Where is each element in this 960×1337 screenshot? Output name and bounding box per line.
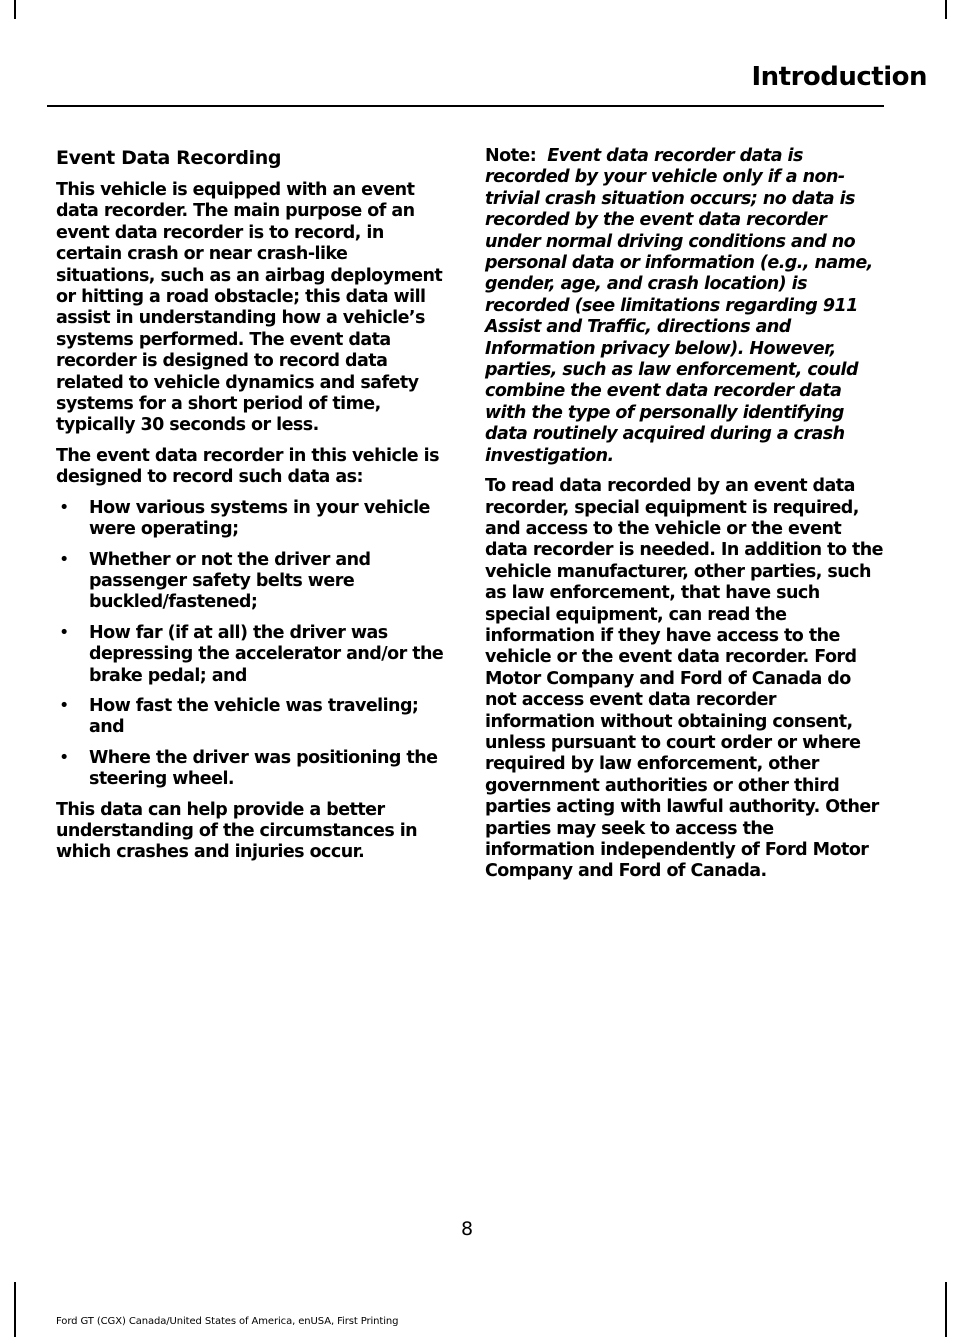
edition-footer: Ford GT (CGX) Canada/United States of America, enUSA, First Printing bbox=[56, 1316, 399, 1327]
left-column bbox=[56, 146, 450, 864]
list-item-text: Where the driver was positioning the steering wheel. bbox=[89, 747, 438, 790]
note-text: Event data recorder data is recorded by your vehicle only if a non-trivial crash situation occurs; no data is recorded by the event data recorder under normal driving conditions and no personal data or information (e.g., name, gender, age, and crash location) is recorded (see limitations regarding 911 Assist and Traffic, directions and Information privacy below). However, parties, such as law enforcement, could combine the event data recorder data with the type of personally identifying data routinely acquired during a crash investigation. bbox=[485, 146, 873, 466]
list-item bbox=[56, 550, 450, 614]
list-item bbox=[56, 498, 450, 541]
crop-mark-bottom-left bbox=[14, 1282, 16, 1337]
note-label: Note: bbox=[485, 146, 537, 166]
list-item bbox=[56, 696, 450, 739]
right-column bbox=[485, 146, 883, 883]
bullet-icon: • bbox=[59, 622, 69, 643]
list-item bbox=[56, 748, 450, 791]
bullet-icon: • bbox=[59, 497, 69, 518]
list-item-text: How fast the vehicle was traveling; and bbox=[89, 695, 419, 738]
list-item-text: How various systems in your vehicle were operating; bbox=[89, 497, 430, 540]
closing-paragraph: This data can help provide a better understanding of the circumstances in which crashes and injuries occur. bbox=[56, 799, 418, 863]
recorded-data-list bbox=[56, 498, 450, 791]
intro-paragraph: This vehicle is equipped with an event data recorder. The main purpose of an event data recorder is to record, in certain crash or near crash-like situations, such as an airbag deployment or hitting a road obstacle; this data will assist in understanding how a vehicle’s systems performed. The event data recorder is designed to record data related to vehicle dynamics and safety systems for a short period of time, typically 30 seconds or less. bbox=[56, 180, 443, 436]
crop-mark-top-left bbox=[14, 0, 16, 19]
bullet-icon: • bbox=[59, 695, 69, 716]
header-divider bbox=[47, 105, 884, 107]
bullet-icon: • bbox=[59, 549, 69, 570]
list-item-text: How far (if at all) the driver was depressing the accelerator and/or the brake pedal; and bbox=[89, 622, 444, 686]
list-item-text: Whether or not the driver and passenger safety belts were buckled/fastened; bbox=[89, 549, 371, 613]
note-paragraph bbox=[485, 146, 883, 467]
bullet-icon: • bbox=[59, 747, 69, 768]
lead-in-paragraph: The event data recorder in this vehicle is designed to record such data as: bbox=[56, 445, 439, 488]
page-number: 8 bbox=[460, 1218, 474, 1240]
section-heading: Event Data Recording bbox=[56, 147, 282, 169]
crop-mark-bottom-right bbox=[945, 1282, 947, 1337]
crop-mark-top-right bbox=[945, 0, 947, 19]
body-paragraph: To read data recorded by an event data recorder, special equipment is required, and access to the vehicle or the event data recorder is needed. In addition to the vehicle manufacturer, other parties, such as law enforcement, that have such special equipment, can read the information if they have access to the vehicle or the event data recorder. Ford Motor Company and Ford of Canada do not access event data recorder information without obtaining consent, unless pursuant to court order or where required by law enforcement, other government authorities or other third parties acting with lawful authority. Other parties may seek to access the information independently of Ford Motor Company and Ford of Canada. bbox=[485, 476, 883, 882]
page-section-title: Introduction bbox=[751, 62, 927, 92]
list-item bbox=[56, 623, 450, 687]
